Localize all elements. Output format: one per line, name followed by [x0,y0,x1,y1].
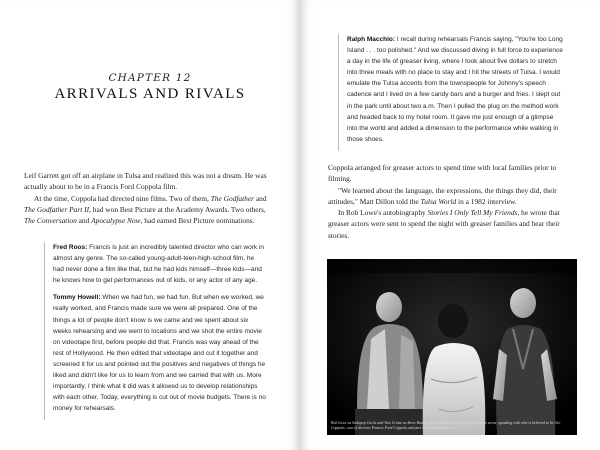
quote-text: I recall during rehearsals Francis saying, "You're too Long Island . . . too polished." And we discussed diving in full force to experience a day in the life of greaser living, where I took about five dollars to stretch into three meals with no place to stay and I hit the streets of Tulsa. I would emulate the Tulsa accents from the townspeople for Johnny's speech cadence and I lived on a few candy bars and a burger and fries. I slept out in the park until about two a.m. Then I pulled the plug on the method work and headed back to my hotel room. It gave me just enough of a glimpse into the world and added a dimension to the performance while walking in those shoes. [347,36,563,143]
interview-quote-right [338,34,564,151]
quote-text: Francis is just an incredibly talented director who can work in almost any genre. The so-called young-adult-teen-high-school film, he had never done a film like that, but he had kids himself—three kids—and he knows how to get performances out of kids, or any actor of any age. [53,244,264,285]
quote-fred-roos [53,242,266,286]
right-body-text [328,162,576,241]
paragraph-intro: Leif Garrett got off an airplane in Tulsa and realized this was not a dream. He was actually about to be in a Francis Ford Coppola film. [24,171,267,192]
quote-text: When we had fun, we had fun. But when we worked, we really worked, and Francis made sure we were all prepared. One of the things a lot of people don't know is we came and we spent about six weeks rehearsing and we went to locations and we shot the entire movie on videotape first, before people did that. Francis was way ahead of the rest of Hollywood. He then edited that videotape and cut it together and screened it for us and pointed out the positives and negatives of things he liked and didn't like for us to learn from and we carried that with us. More importantly, I think what it did was it allowed us to develop relationships with each other. Today, everything is cut out of movie budgets. There is no money for rehearsals. [53,294,266,413]
paragraph-rob-lowe: In Rob Lowe's autobiography Stories I Only Tell My Friends, he wrote that greaser actors were sent to spend the night with greaser families and hear their stories. [328,208,560,240]
quote-tommy-howell [53,292,266,414]
quote-ralph-macchio [347,34,564,145]
paragraph-coppola-films: At the time, Coppola had directed nine films. Two of them, The Godfather and The Godfather Part II, had won Best Picture at the Academy Awards. Two others, The Conversation and Apocalypse Now, had earned Best Picture nominations. [24,193,267,226]
chapter-heading [0,72,300,103]
quote-speaker: Ralph Macchio: [347,36,396,43]
chapter-number: CHAPTER 12 [108,72,192,84]
photo-caption: Rob Lowe as Sodapop Curtis and Tom Cruise as Steve Randle, pictured between takes of the rumble scene, speaking with who is believed to be Gio Coppola—son of director Francis Ford Coppola and part of the production crew. [331,421,561,430]
quote-speaker: Tommy Howell: [53,294,101,302]
quote-speaker: Fred Roos: [53,244,88,251]
left-body-text [24,170,278,226]
photo-illustration [327,259,577,435]
interview-quotes-left [44,242,266,420]
paragraph-greaser-families: Coppola arranged for greaser actors to spend time with local families prior to filming. [328,163,557,184]
chapter-title: ARRIVALS AND RIVALS [54,86,246,102]
behind-the-scenes-photo [327,259,577,435]
paragraph-matt-dillon: "We learned about the language, the expressions, the things they did, their attitudes," Matt Dillon told the Tulsa World in a 1982 interview. [328,185,557,206]
